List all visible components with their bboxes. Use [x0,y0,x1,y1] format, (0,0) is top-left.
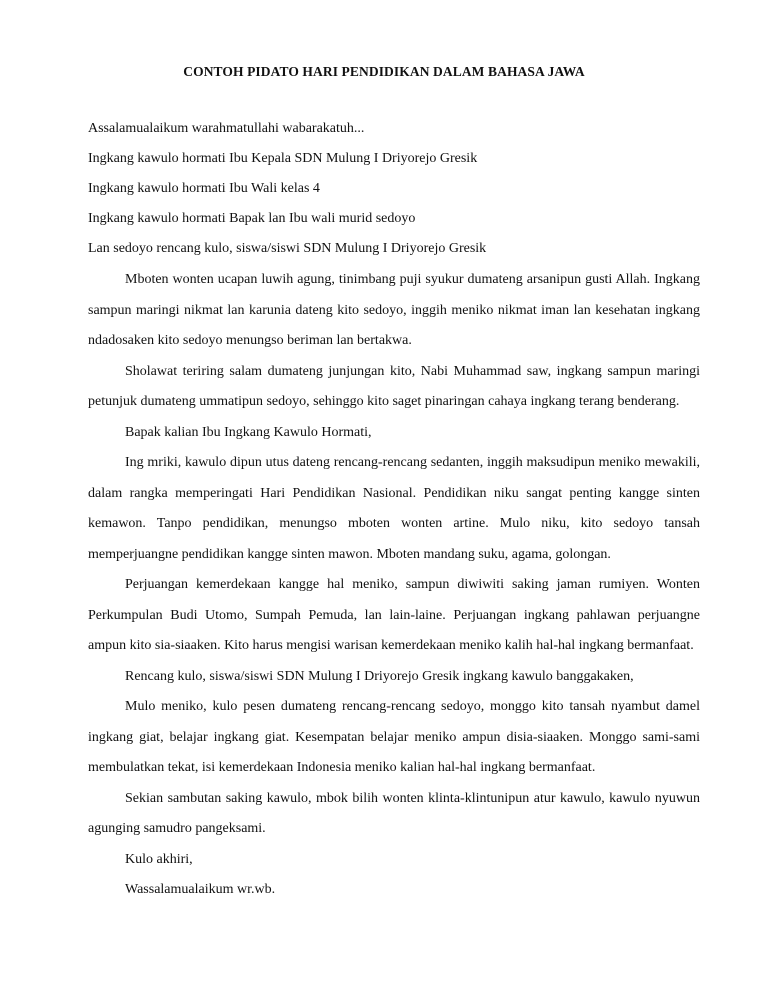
greeting-line: Ingkang kawulo hormati Ibu Wali kelas 4 [88,181,320,196]
paragraph: Mboten wonten ucapan luwih agung, tinimbang puji syukur dumateng arsanipun gusti Allah. Ingkang sampun maringi nikmat lan karunia dateng kito sedoyo, inggih meniko nikmat iman lan kesehatan ingkang ndadosaken kito sedoyo menungso beriman lan bertakwa. [88,272,700,348]
paragraph: Bapak kalian Ibu Ingkang Kawulo Hormati, [125,424,372,440]
paragraph: Perjuangan kemerdekaan kangge hal meniko, sampun diwiwiti saking jaman rumiyen. Wonten Perkumpulan Budi Utomo, Sumpah Pemuda, lan lain-laine. Perjuangan ingkang pahlawan perjuangne ampun kito sia-siaaken. Kito harus mengisi warisan kemerdekaan meniko kalih hal-hal ingkang bermanfaat. [88,577,700,653]
paragraph: Ing mriki, kawulo dipun utus dateng rencang-rencang sedanten, inggih maksudipun meniko mewakili, dalam rangka memperingati Hari Pendidikan Nasional. Pendidikan niku sangat penting kangge sinten kemawon. Tanpo pendidikan, menungso mboten wonten artine. Mulo niku, kito sedoyo tansah memperjuangne pendidikan kangge sinten mawon. Mboten mandang suku, agama, golongan. [88,455,700,562]
greeting-line: Ingkang kawulo hormati Bapak lan Ibu wali murid sedoyo [88,211,416,226]
greeting-line: Ingkang kawulo hormati Ibu Kepala SDN Mulung I Driyorejo Gresik [88,151,478,166]
speech-body [88,265,700,906]
paragraph: Rencang kulo, siswa/siswi SDN Mulung I Driyorejo Gresik ingkang kawulo banggakaken, [125,668,634,684]
paragraph: Mulo meniko, kulo pesen dumateng rencang-rencang sedoyo, monggo kito tansah nyambut damel ingkang giat, belajar ingkang giat. Kesempatan belajar meniko ampun disia-siaaken. Monggo sami-sami membulatkan tekat, isi kemerdekaan Indonesia meniko kalian hal-hal ingkang bermanfaat. [88,699,700,775]
paragraph: Wassalamualaikum wr.wb. [125,882,276,897]
greeting-line: Lan sedoyo rencang kulo, siswa/siswi SDN Mulung I Driyorejo Gresik [88,241,487,256]
paragraph: Sholawat teriring salam dumateng junjungan kito, Nabi Muhammad saw, ingkang sampun maringi petunjuk dumateng ummatipun sedoyo, sehinggo kito saget pinaringan cahaya ingkang terang benderang. [88,363,700,409]
document-title: CONTOH PIDATO HARI PENDIDIKAN DALAM BAHASA JAWA [183,64,585,79]
greetings-block [88,114,700,264]
paragraph: Sekian sambutan saking kawulo, mbok bilih wonten klinta-klintunipun atur kawulo, kawulo nyuwun agunging samudro pangeksami. [88,790,700,836]
paragraph: Kulo akhiri, [125,851,193,867]
greeting-line: Assalamualaikum warahmatullahi wabarakatuh... [88,121,365,136]
